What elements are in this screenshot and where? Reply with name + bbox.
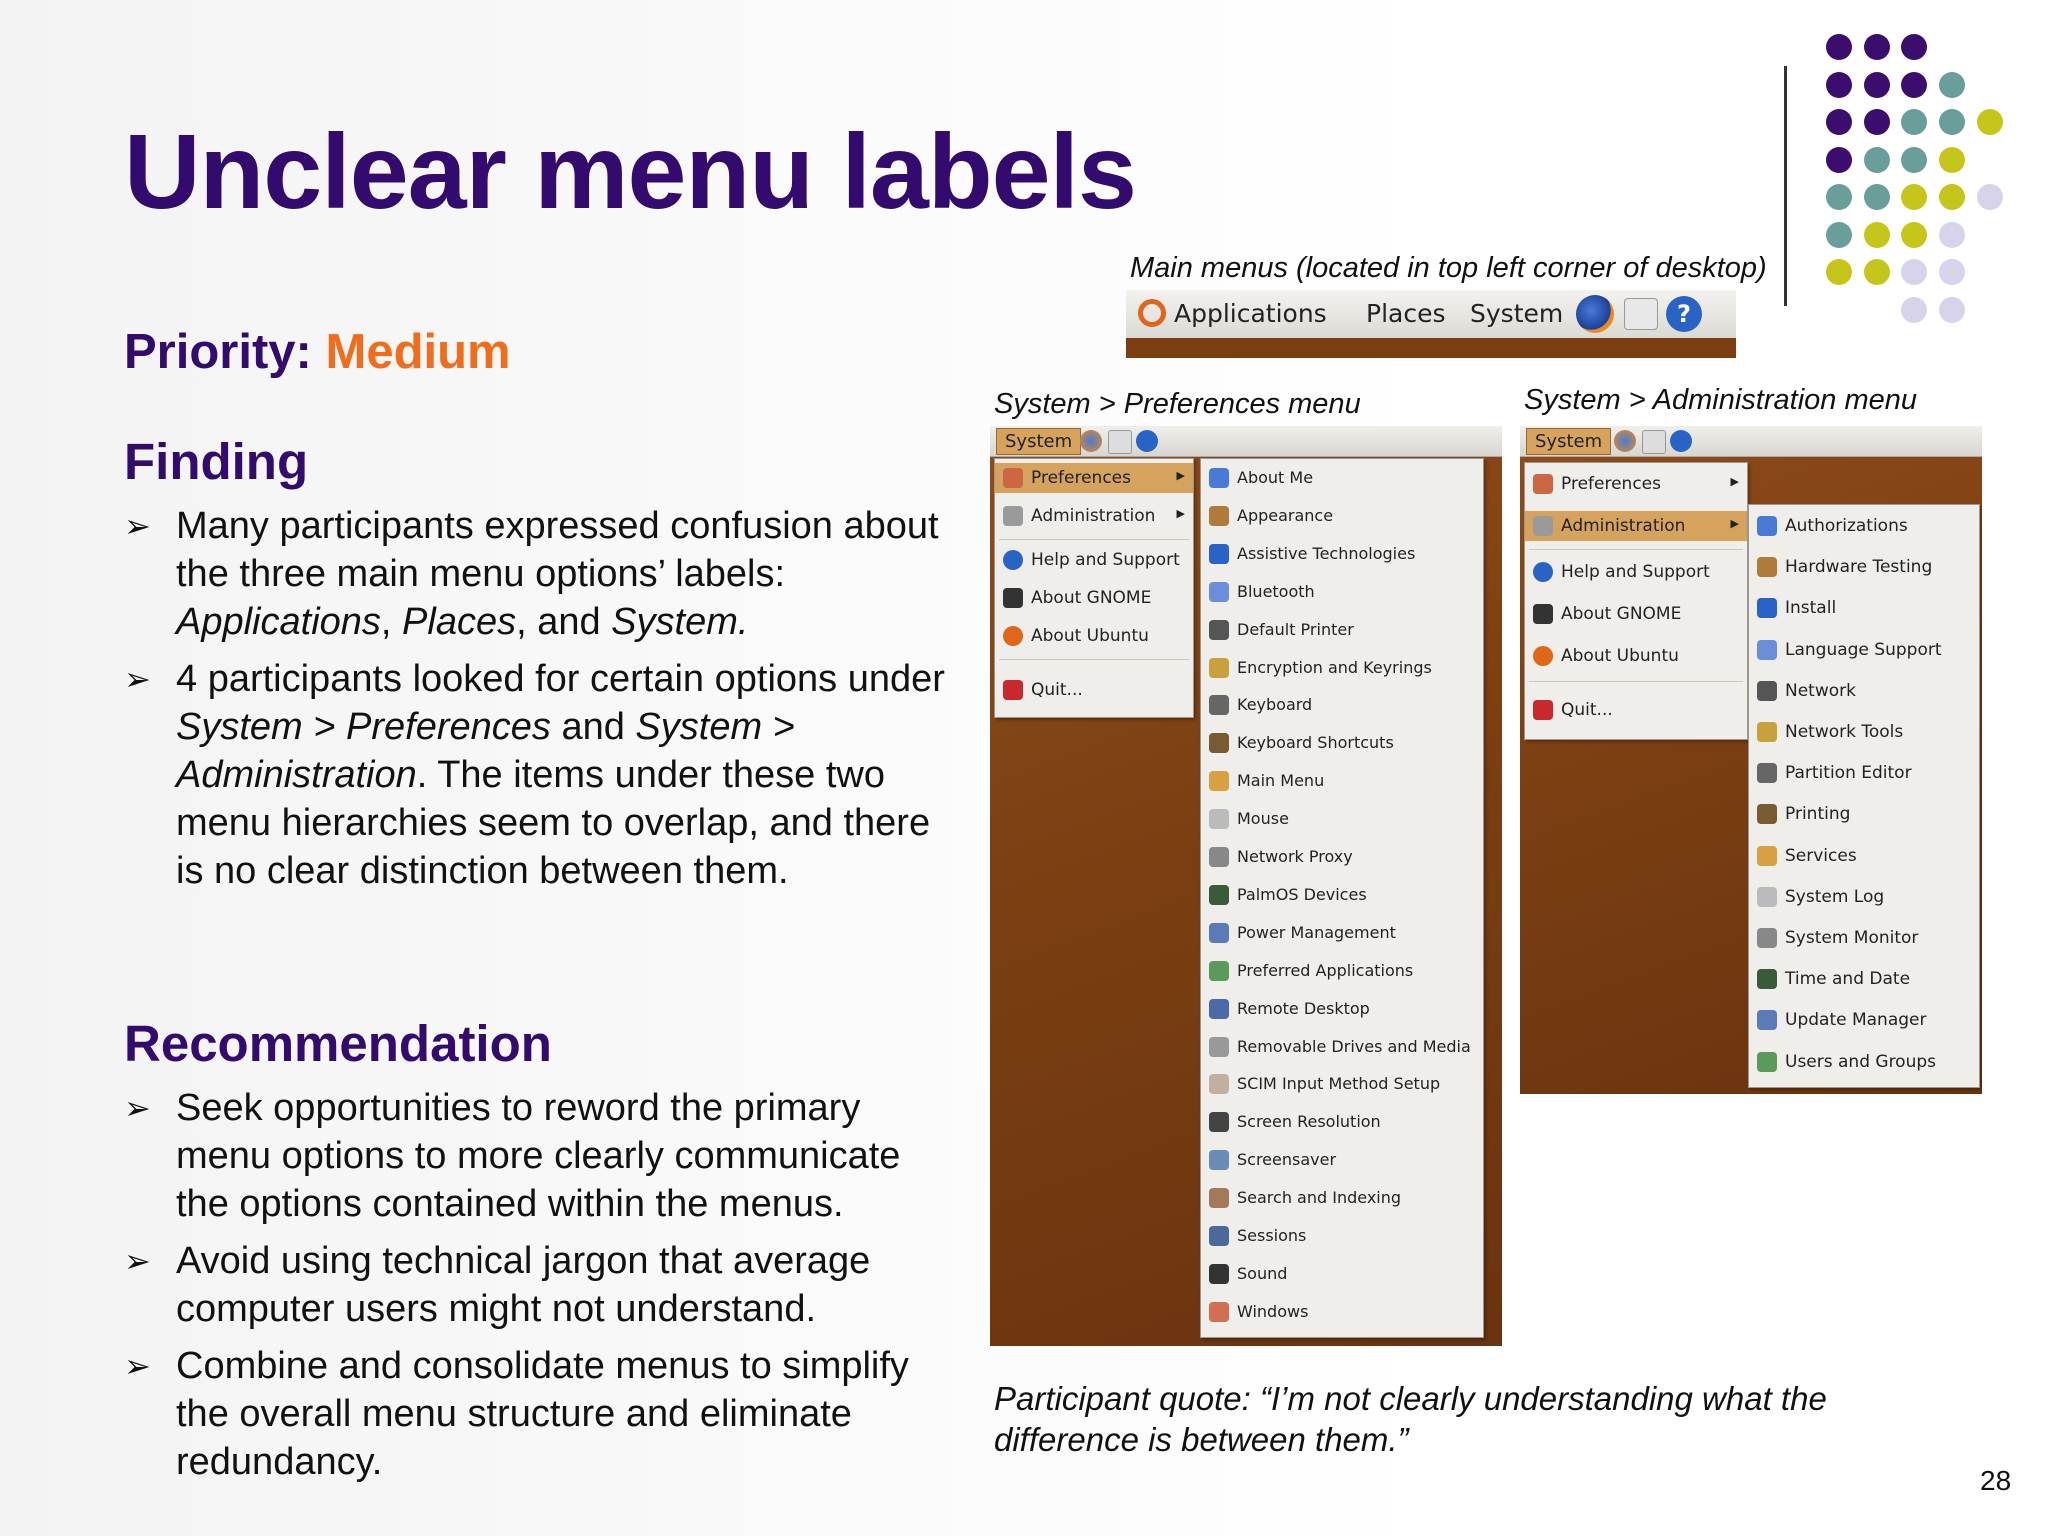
system-menu[interactable]: System — [996, 428, 1081, 455]
menu-item-icon — [1757, 516, 1777, 536]
menu-separator — [999, 659, 1189, 660]
mail-icon[interactable] — [1108, 430, 1132, 454]
submenu-arrow-icon: ▶ — [1730, 517, 1739, 530]
priority-line — [124, 324, 511, 380]
menu-item-icon — [1757, 557, 1777, 577]
submenu-item-label: Sessions — [1237, 1226, 1307, 1245]
menu-item-icon — [1757, 804, 1777, 824]
deco-dot — [1826, 184, 1852, 210]
deco-dot — [1864, 34, 1890, 60]
deco-dot — [1826, 147, 1852, 173]
preferences-screenshot — [990, 426, 1502, 1346]
submenu-item-label: Hardware Testing — [1785, 557, 1933, 578]
menu-item-icon — [1209, 1188, 1229, 1208]
submenu-item-label: Printing — [1785, 804, 1851, 825]
submenu-item[interactable] — [1201, 1259, 1483, 1289]
submenu-item[interactable] — [1749, 717, 1979, 747]
bullet-arrow-icon: ➢ — [124, 1348, 151, 1384]
menu-item-icon — [1757, 681, 1777, 701]
gnome-foot-icon — [1533, 604, 1553, 624]
bullet-arrow-icon: ➢ — [124, 1243, 151, 1279]
menu-item-icon — [1209, 582, 1229, 602]
system-menu[interactable]: System — [1470, 299, 1564, 328]
deco-dot — [1939, 259, 1965, 285]
quit-icon — [1533, 700, 1553, 720]
menu-item-icon — [1209, 1150, 1229, 1170]
system-menu-item[interactable]: Help and Support — [1525, 557, 1747, 587]
submenu-item[interactable] — [1201, 653, 1483, 683]
places-menu[interactable]: Places — [1366, 299, 1446, 328]
system-menu[interactable]: System — [1526, 428, 1611, 455]
submenu-item[interactable] — [1201, 1107, 1483, 1137]
submenu-item[interactable] — [1201, 728, 1483, 758]
submenu-item-label: Update Manager — [1785, 1010, 1927, 1031]
submenu-item-label: Removable Drives and Media — [1237, 1036, 1471, 1056]
bullet-arrow-icon: ➢ — [124, 1090, 151, 1126]
submenu-item[interactable] — [1201, 539, 1483, 569]
submenu-item-label: Keyboard Shortcuts — [1237, 733, 1394, 753]
submenu-item-label: Network — [1785, 680, 1856, 701]
administration-submenu — [1748, 504, 1980, 1088]
submenu-item-label: Mouse — [1237, 809, 1289, 829]
deco-dot — [1901, 147, 1927, 173]
submenu-item-label: Partition Editor — [1785, 763, 1912, 784]
help-icon[interactable]: ? — [1666, 296, 1702, 332]
recommendation-bullet-1: ➢ Seek opportunities to reword the primary menu options to more clearly communicate the options contained within the menus. — [124, 1084, 954, 1228]
system-menu-item[interactable]: Administration ▶ — [1525, 511, 1747, 541]
submenu-item-label: Users and Groups — [1785, 1051, 1937, 1072]
submenu-item[interactable] — [1749, 1047, 1979, 1077]
menu-item-icon — [1209, 885, 1229, 905]
system-menu-item[interactable]: Preferences ▶ — [1525, 469, 1747, 499]
menu-item-icon — [1209, 961, 1229, 981]
submenu-item-label: Keyboard — [1237, 695, 1313, 715]
submenu-item[interactable] — [1201, 1145, 1483, 1175]
quit-icon — [1003, 680, 1023, 700]
deco-dot — [1939, 184, 1965, 210]
preferences-caption: System > Preferences menu — [994, 388, 1361, 420]
submenu-arrow-icon: ▶ — [1176, 507, 1185, 520]
system-menu-item[interactable]: Preferences ▶ — [995, 463, 1193, 493]
help-icon — [1003, 550, 1023, 570]
menu-item-icon — [1209, 1074, 1229, 1094]
submenu-item-label: Sound — [1237, 1263, 1288, 1283]
submenu-item[interactable] — [1201, 501, 1483, 531]
menu-item-icon — [1209, 809, 1229, 829]
ubuntu-logo-icon — [1138, 299, 1166, 327]
submenu-item-label: Screensaver — [1237, 1150, 1337, 1170]
submenu-item-label: Assistive Technologies — [1237, 543, 1416, 563]
menu-separator — [1529, 681, 1743, 682]
deco-dot — [1864, 72, 1890, 98]
submenu-item[interactable] — [1749, 593, 1979, 623]
submenu-item-label: About Me — [1237, 468, 1314, 487]
deco-dot — [1901, 34, 1927, 60]
recommendation-bullet-2: ➢ Avoid using technical jargon that average computer users might not understand. — [124, 1237, 954, 1333]
submenu-item-label: System Log — [1785, 886, 1885, 907]
deco-dot — [1864, 259, 1890, 285]
menu-item-icon — [1209, 923, 1229, 943]
system-menu-item[interactable]: About Ubuntu — [1525, 641, 1747, 671]
menu-item-icon — [1757, 969, 1777, 989]
menu-item-icon — [1209, 620, 1229, 640]
submenu-item[interactable] — [1201, 880, 1483, 910]
submenu-item[interactable] — [1749, 635, 1979, 665]
preferences-icon — [1533, 474, 1553, 494]
deco-dot — [1901, 109, 1927, 135]
submenu-item-label: Network Tools — [1785, 722, 1904, 742]
submenu-item[interactable] — [1201, 615, 1483, 645]
submenu-item[interactable] — [1749, 758, 1979, 788]
priority-label: Priority: — [124, 325, 312, 379]
submenu-item[interactable] — [1749, 511, 1979, 541]
menu-item-icon — [1209, 1226, 1229, 1246]
deco-dot — [1901, 72, 1927, 98]
system-menu-item[interactable]: About GNOME — [1525, 599, 1747, 629]
menu-item-icon — [1757, 763, 1777, 783]
submenu-item-label: Main Menu — [1237, 771, 1325, 791]
system-menu-item[interactable]: About Ubuntu — [995, 621, 1193, 651]
submenu-item[interactable] — [1201, 804, 1483, 834]
menu-item-icon — [1209, 468, 1229, 488]
menu-item-icon — [1209, 658, 1229, 678]
submenu-item[interactable] — [1201, 1032, 1483, 1062]
submenu-item[interactable] — [1201, 1221, 1483, 1251]
administration-caption: System > Administration menu — [1524, 384, 1918, 416]
finding-bullet-1: ➢ Many participants expressed confusion about the three main menu options’ labels: Applications, Places, and System. — [124, 502, 954, 646]
submenu-item-label: SCIM Input Method Setup — [1237, 1074, 1441, 1094]
finding-list — [124, 502, 954, 904]
submenu-item[interactable] — [1201, 842, 1483, 872]
submenu-item[interactable] — [1201, 956, 1483, 986]
submenu-item[interactable] — [1201, 918, 1483, 948]
submenu-item-label: Windows — [1237, 1301, 1309, 1321]
submenu-item[interactable] — [1201, 766, 1483, 796]
submenu-item[interactable] — [1749, 799, 1979, 829]
deco-dot — [1977, 184, 2003, 210]
bullet-arrow-icon: ➢ — [124, 508, 151, 544]
submenu-item-label: Services — [1785, 845, 1857, 866]
menu-item-icon — [1757, 1010, 1777, 1030]
menu-separator — [999, 539, 1189, 540]
menu-item-icon — [1757, 598, 1777, 618]
menu-item-icon — [1209, 1112, 1229, 1132]
menu-item-icon — [1757, 640, 1777, 660]
page-number: 28 — [1980, 1465, 2012, 1496]
deco-dot — [1864, 184, 1890, 210]
menu-item-icon — [1209, 1264, 1229, 1284]
mail-icon[interactable] — [1642, 430, 1666, 454]
submenu-item-label: Install — [1785, 598, 1837, 619]
main-menus-screenshot — [1126, 290, 1736, 358]
deco-dot — [1939, 147, 1965, 173]
menu-item-icon — [1209, 1302, 1229, 1322]
submenu-item[interactable] — [1201, 1069, 1483, 1099]
priority-value: Medium — [325, 325, 511, 379]
submenu-item-label: Appearance — [1237, 505, 1334, 525]
slide-title: Unclear menu labels — [124, 113, 1136, 231]
firefox-icon[interactable] — [1080, 430, 1102, 452]
system-menu-item[interactable]: Quit... — [995, 675, 1193, 705]
menu-item-icon — [1757, 722, 1777, 742]
deco-dot — [1901, 297, 1927, 323]
submenu-item[interactable] — [1201, 1297, 1483, 1327]
submenu-item-label: PalmOS Devices — [1237, 884, 1367, 904]
submenu-arrow-icon: ▶ — [1176, 469, 1185, 482]
submenu-item[interactable] — [1749, 676, 1979, 706]
deco-dot — [1901, 222, 1927, 248]
submenu-item-label: Preferred Applications — [1237, 960, 1414, 980]
finding-bullet-2: ➢ 4 participants looked for certain options under System > Preferences and System > Administration. The items under these two menu hierarchies seem to overlap, and there is no clear distinction between them. — [124, 655, 954, 895]
submenu-item-label: Power Management — [1237, 922, 1396, 942]
deco-dot — [1864, 147, 1890, 173]
submenu-item-label: Time and Date — [1785, 969, 1911, 990]
submenu-item-label: Authorizations — [1785, 516, 1908, 536]
administration-icon — [1533, 516, 1553, 536]
firefox-icon[interactable] — [1576, 295, 1614, 333]
system-menu-item[interactable]: Quit... — [1525, 695, 1747, 725]
deco-dot — [1826, 109, 1852, 135]
preferences-submenu — [1200, 458, 1484, 1338]
deco-dot — [1901, 184, 1927, 210]
submenu-item[interactable] — [1749, 882, 1979, 912]
ubuntu-logo-icon — [1533, 646, 1553, 666]
submenu-item[interactable] — [1749, 1005, 1979, 1035]
help-icon[interactable] — [1670, 430, 1692, 452]
submenu-item[interactable] — [1201, 577, 1483, 607]
deco-dot — [1826, 72, 1852, 98]
deco-dot — [1939, 109, 1965, 135]
menu-item-icon — [1209, 506, 1229, 526]
submenu-item[interactable] — [1749, 964, 1979, 994]
menu-item-icon — [1209, 1037, 1229, 1057]
main-menus-caption: Main menus (located in top left corner of desktop) — [1130, 252, 1767, 284]
menu-item-icon — [1757, 1052, 1777, 1072]
submenu-item-label: Search and Indexing — [1237, 1188, 1402, 1208]
decorative-divider — [1784, 66, 1787, 306]
system-menu-item[interactable]: Help and Support — [995, 545, 1193, 575]
menu-item-icon — [1757, 846, 1777, 866]
submenu-item[interactable] — [1201, 690, 1483, 720]
system-menu-item[interactable]: About GNOME — [995, 583, 1193, 613]
system-dropdown — [1524, 462, 1748, 740]
submenu-item-label: Bluetooth — [1237, 581, 1315, 601]
submenu-item-label: Screen Resolution — [1237, 1112, 1381, 1132]
recommendation-list — [124, 1084, 954, 1495]
deco-dot — [1901, 259, 1927, 285]
deco-dot — [1977, 109, 2003, 135]
submenu-item[interactable] — [1201, 1183, 1483, 1213]
submenu-item-label: Remote Desktop — [1237, 998, 1370, 1018]
submenu-item-label: System Monitor — [1785, 928, 1919, 948]
menu-item-icon — [1209, 771, 1229, 791]
submenu-item-label: Encryption and Keyrings — [1237, 657, 1432, 677]
system-dropdown — [994, 458, 1194, 718]
recommendation-bullet-3: ➢ Combine and consolidate menus to simplify the overall menu structure and eliminate redundancy. — [124, 1342, 954, 1486]
gnome-foot-icon — [1003, 588, 1023, 608]
applications-menu[interactable]: Applications — [1174, 299, 1327, 328]
administration-icon — [1003, 506, 1023, 526]
menu-item-icon — [1209, 544, 1229, 564]
submenu-item-label: Network Proxy — [1237, 847, 1353, 866]
menu-item-icon — [1757, 928, 1777, 948]
recommendation-heading: Recommendation — [124, 1015, 552, 1072]
menu-item-icon — [1757, 887, 1777, 907]
submenu-item[interactable] — [1749, 923, 1979, 953]
submenu-item-label: Language Support — [1785, 639, 1942, 660]
participant-quote: Participant quote: “I’m not clearly understanding what the difference is between them.” — [994, 1380, 1827, 1458]
mail-icon[interactable] — [1624, 298, 1658, 330]
help-icon — [1533, 562, 1553, 582]
submenu-item[interactable] — [1749, 841, 1979, 871]
menu-item-icon — [1209, 733, 1229, 753]
submenu-item[interactable] — [1749, 552, 1979, 582]
submenu-item[interactable] — [1201, 463, 1483, 493]
deco-dot — [1864, 109, 1890, 135]
finding-heading: Finding — [124, 433, 309, 490]
deco-dot — [1826, 34, 1852, 60]
bullet-arrow-icon: ➢ — [124, 661, 151, 697]
deco-dot — [1939, 222, 1965, 248]
submenu-item-label: Default Printer — [1237, 619, 1354, 639]
menu-separator — [1529, 549, 1743, 550]
menu-item-icon — [1209, 847, 1229, 867]
submenu-item[interactable] — [1201, 994, 1483, 1024]
deco-dot — [1939, 72, 1965, 98]
firefox-icon[interactable] — [1614, 430, 1636, 452]
administration-screenshot — [1520, 426, 1982, 1094]
deco-dot — [1826, 259, 1852, 285]
help-icon[interactable] — [1136, 430, 1158, 452]
submenu-arrow-icon: ▶ — [1730, 475, 1739, 488]
ubuntu-logo-icon — [1003, 626, 1023, 646]
preferences-icon — [1003, 468, 1023, 488]
deco-dot — [1864, 222, 1890, 248]
deco-dot — [1939, 297, 1965, 323]
system-menu-item[interactable]: Administration ▶ — [995, 501, 1193, 531]
deco-dot — [1826, 222, 1852, 248]
menu-item-icon — [1209, 695, 1229, 715]
menu-item-icon — [1209, 999, 1229, 1019]
